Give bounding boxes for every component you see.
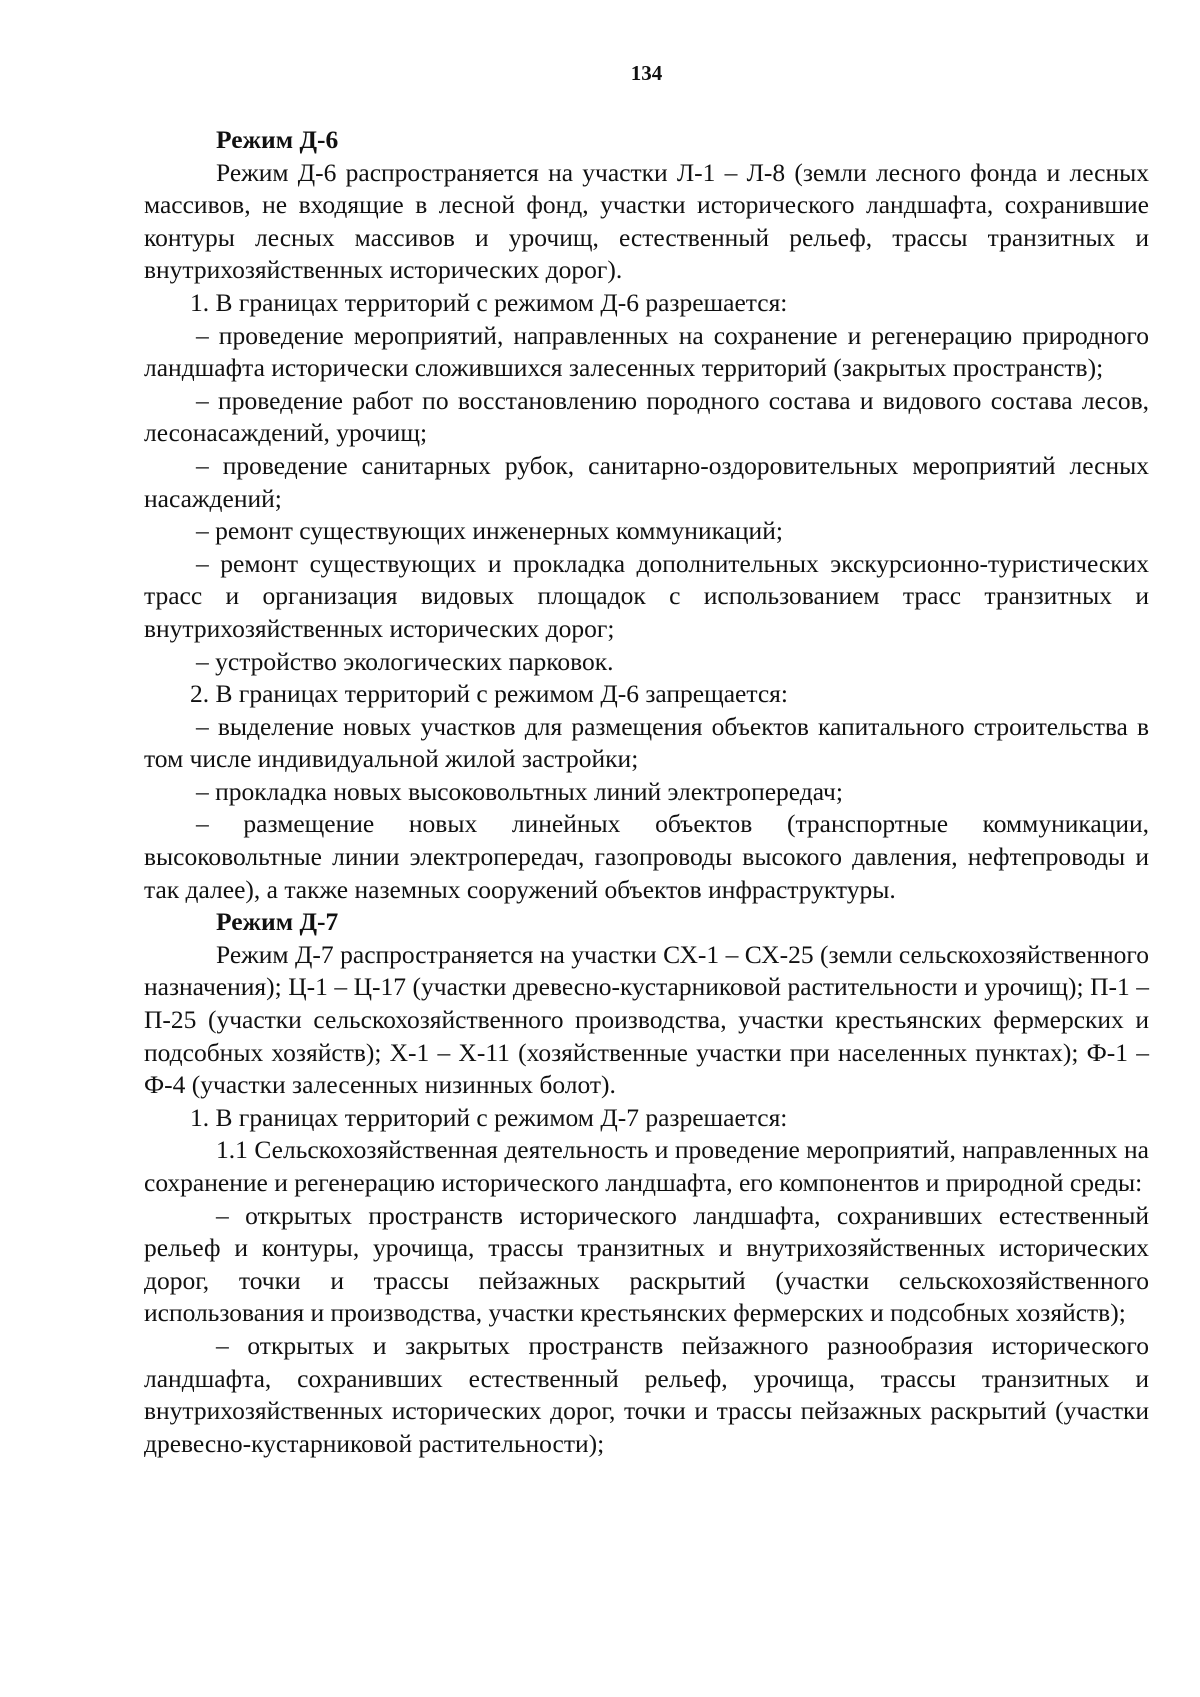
list-item: – проведение работ по восстановлению породного состава и видового состава лесов, лесонасаждений, урочищ; <box>144 385 1149 448</box>
document-page <box>144 0 1149 1697</box>
section-heading-d6: Режим Д-6 <box>216 125 339 154</box>
list-item: – открытых пространств исторического ландшафта, сохранивших естественный рельеф и контуры, урочища, трассы транзитных и внутрихозяйственных исторических дорог, точки и трассы пейзажных раскрытий (участки сельскохозяйственного использования и производства, участки крестьянских фермерских и подсобных хозяйств); <box>144 1200 1149 1328</box>
list-item: – размещение новых линейных объектов (транспортные коммуникации, высоковольтные линии электропередач, газопроводы высокого давления, нефтепроводы и так далее), а также наземных сооружений объектов инфраструктуры. <box>144 809 1149 904</box>
list-item: – выделение новых участков для размещения объектов капитального строительства в том числе индивидуальной жилой застройки; <box>144 711 1149 774</box>
list-item: – ремонт существующих и прокладка дополнительных экскурсионно-туристических трасс и организация видовых площадок с использованием трасс транзитных и внутрихозяйственных исторических дорог; <box>144 548 1149 643</box>
subsection-1-1: 1.1 Сельскохозяйственная деятельность и проведение мероприятий, направленных на сохранение и регенерацию исторического ландшафта, его компонентов и природной среды: <box>144 1135 1149 1197</box>
section-d6-intro: Режим Д-6 распространяется на участки Л-1 – Л-8 (земли лесного фонда и лесных массивов, не входящие в лесной фонд, участки исторического ландшафта, сохранившие контуры лесных массивов и урочищ, естественный рельеф, трассы транзитных и внутрихозяйственных исторических дорог). <box>144 157 1149 285</box>
list-item: – открытых и закрытых пространств пейзажного разнообразия исторического ландшафта, сохранивших естественный рельеф, урочища, трассы транзитных и внутрихозяйственных исторических дорог, точки и трассы пейзажных раскрытий (участки древесно-кустарниковой растительности); <box>144 1330 1149 1458</box>
section-d6-allowed-title: 1. В границах территорий с режимом Д-6 разрешается: <box>190 287 788 317</box>
page-number: 134 <box>630 61 663 85</box>
document-body <box>144 124 1149 1460</box>
section-d7-allowed-title: 1. В границах территорий с режимом Д-7 разрешается: <box>190 1102 788 1132</box>
list-item: – проведение санитарных рубок, санитарно-оздоровительных мероприятий лесных насаждений; <box>144 450 1149 513</box>
list-item: – ремонт существующих инженерных коммуникаций; <box>196 516 783 546</box>
section-d7-intro: Режим Д-7 распространяется на участки СХ-1 – СХ-25 (земли сельскохозяйственного назначения); Ц-1 – Ц-17 (участки древесно-кустарниковой растительности и урочищ); П-1 – П-25 (участки сельскохозяйственного производства, участки крестьянских фермерских и подсобных хозяйств); Х-1 – Х-11 (хозяйственные участки при населенных пунктах); Ф-1 – Ф-4 (участки залесенных низинных болот). <box>144 939 1149 1100</box>
section-d6-forbidden-title: 2. В границах территорий с режимом Д-6 запрещается: <box>190 679 788 709</box>
list-item: – устройство экологических парковок. <box>196 646 614 676</box>
list-item: – проведение мероприятий, направленных на сохранение и регенерацию природного ландшафта исторически сложившихся залесенных территорий (закрытых пространств); <box>144 320 1149 383</box>
section-heading-d7: Режим Д-7 <box>216 907 339 937</box>
list-item: – прокладка новых высоковольтных линий электропередач; <box>196 776 843 806</box>
